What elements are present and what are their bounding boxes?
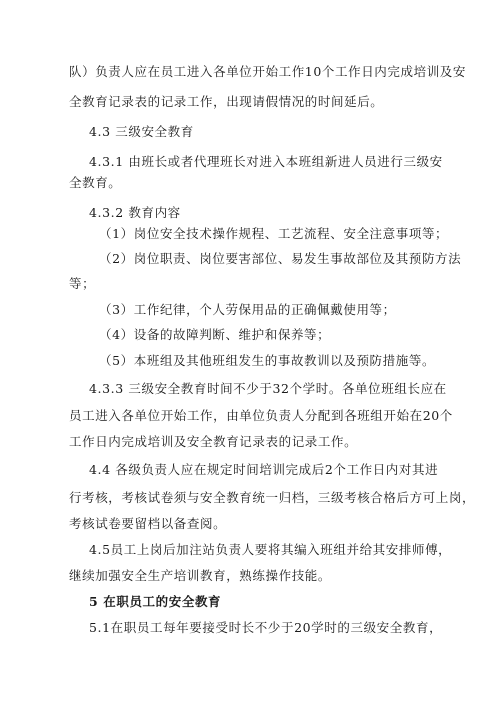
paragraph-line: 等； (69, 276, 96, 291)
paragraph-line: 全教育。 (69, 175, 122, 190)
list-item: （4）设备的故障判断、维护和保养等； (99, 327, 331, 342)
paragraph-line: 4.3.3 三级安全教育时间不少于32个学时。各单位班组长应在 (89, 381, 447, 396)
paragraph-line: 全教育记录表的记录工作，出现请假情况的时间延后。 (69, 94, 384, 109)
paragraph-line: 考核试卷要留档以备查阅。 (69, 516, 227, 531)
paragraph-line: 行考核，考核试卷须与安全教育统一归档，三级考核合格后方可上岗， (69, 490, 476, 505)
paragraph-line: 队）负责人应在员工进入各单位开始工作10个工作日内完成培训及安 (69, 64, 467, 79)
list-item: （3）工作纪律，个人劳保用品的正确佩戴使用等； (99, 302, 396, 317)
list-item: （2）岗位职责、岗位要害部位、易发生事故部位及其预防方法 (99, 251, 462, 266)
section-heading-4-3: 4.3 三级安全教育 (89, 124, 194, 139)
paragraph-line: 继续加强安全生产培训教育，熟练操作技能。 (69, 568, 332, 583)
paragraph-line: 5.1在职员工每年要接受时长不少于20学时的三级安全教育， (89, 620, 443, 635)
paragraph-line: 4.4 各级负责人应在规定时间培训完成后2个工作日内对其进 (89, 462, 439, 477)
paragraph-line: 4.3.1 由班长或者代理班长对进入本班组新进人员进行三级安 (89, 154, 443, 169)
section-heading-4-3-2: 4.3.2 教育内容 (89, 205, 181, 220)
list-item: （5）本班组及其他班组发生的事故教训以及预防措施等。 (99, 353, 436, 368)
paragraph-line: 4.5员工上岗后加注站负责人要将其编入班组并给其安排师傅， (89, 542, 452, 557)
list-item: （1）岗位安全技术操作规程、工艺流程、安全注意事项等； (99, 226, 449, 241)
paragraph-line: 员工进入各单位开始工作，由单位负责人分配到各班组开始在20个 (69, 408, 453, 423)
paragraph-line: 工作日内完成培训及安全教育记录表的记录工作。 (69, 434, 358, 449)
section-heading-5: 5 在职员工的安全教育 (89, 594, 222, 609)
